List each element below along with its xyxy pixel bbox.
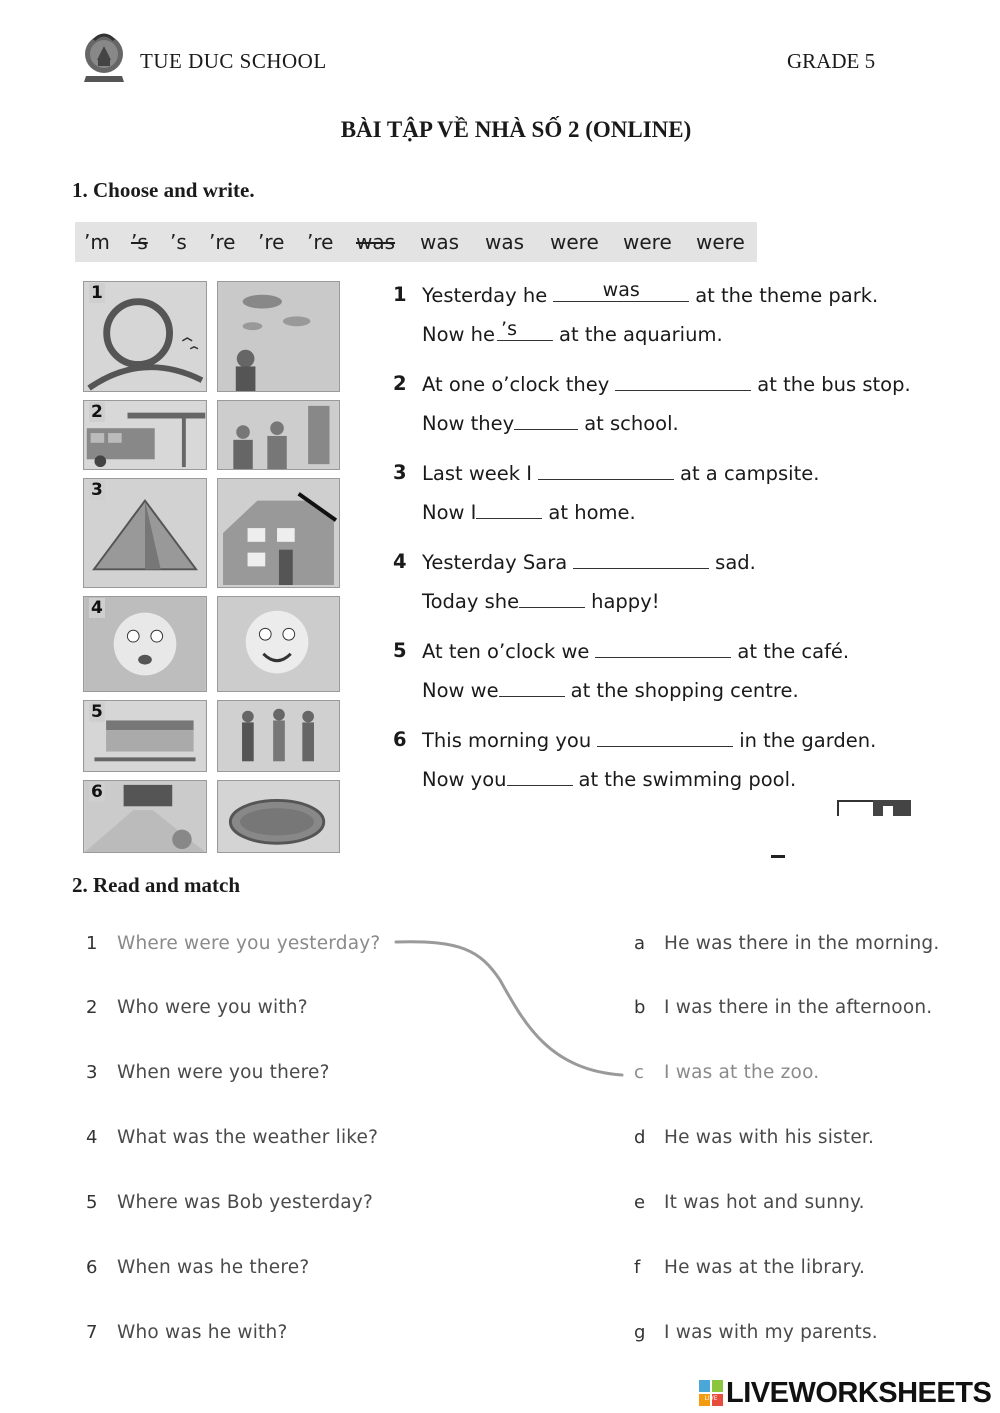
answer-letter: d <box>634 1127 646 1148</box>
answer-blank[interactable] <box>595 639 731 658</box>
question-number: 3 <box>86 1062 98 1083</box>
sentence-text: Yesterday Sara <box>422 551 568 574</box>
item-4-now <box>422 589 660 613</box>
brand-name: LIVEWORKSHEETS <box>726 1376 992 1409</box>
liveworksheets-brand <box>699 1376 991 1410</box>
item-number: 4 <box>393 550 407 573</box>
sentence-text: at school. <box>584 412 679 435</box>
word-bank-item: ’re <box>258 230 285 254</box>
sentence-text: at the aquarium. <box>559 323 723 346</box>
picture-swimming-pool <box>217 780 340 853</box>
answer-blank[interactable] <box>507 767 573 786</box>
answer-blank[interactable] <box>497 318 553 341</box>
picture-home <box>217 478 340 588</box>
picture-garden <box>83 780 207 853</box>
sentence-text: Now we <box>422 679 499 702</box>
sentence-text: at the café. <box>737 640 850 663</box>
sentence-text: sad. <box>715 551 756 574</box>
word-bank-item: ’re <box>307 230 334 254</box>
sentence-text: Now he <box>422 323 496 346</box>
sentence-text: Now I <box>422 501 477 524</box>
answer-letter: a <box>634 933 646 954</box>
picture-number: 5 <box>91 702 103 722</box>
word-bank-item: were <box>623 230 672 254</box>
item-5-past <box>422 639 849 663</box>
picture-aquarium <box>217 281 340 392</box>
answer-blank[interactable] <box>514 411 578 430</box>
sentence-text: This morning you <box>422 729 592 752</box>
filled-answer: was <box>602 279 640 301</box>
item-3-past <box>422 461 819 485</box>
picture-number: 4 <box>91 598 103 618</box>
item-5-now <box>422 678 799 702</box>
match-line-example <box>390 930 630 1080</box>
picture-theme-park <box>83 281 207 392</box>
picture-sad-girl <box>83 596 207 692</box>
answer-blank[interactable] <box>597 728 733 747</box>
item-3-now <box>422 500 636 524</box>
section1-title: 1. Choose and write. <box>72 178 255 202</box>
item-number: 6 <box>393 728 407 751</box>
question-number: 4 <box>86 1127 98 1148</box>
answer-text[interactable]: He was at the library. <box>664 1257 866 1278</box>
answer-text[interactable]: I was at the zoo. <box>664 1062 820 1083</box>
item-4-past <box>422 550 756 574</box>
picture-happy-girl <box>217 596 340 692</box>
word-bank <box>75 222 757 262</box>
picture-shopping-centre <box>217 700 340 772</box>
answer-text[interactable]: He was with his sister. <box>664 1127 875 1148</box>
answer-text[interactable]: I was with my parents. <box>664 1322 878 1343</box>
answer-letter: g <box>634 1322 646 1343</box>
sentence-text: At one o’clock they <box>422 373 610 396</box>
question-text[interactable]: Who was he with? <box>117 1322 288 1343</box>
item-1-past <box>422 279 879 307</box>
item-number: 2 <box>393 372 407 395</box>
picture-number: 3 <box>91 480 103 500</box>
question-text[interactable]: Who were you with? <box>117 997 308 1018</box>
sentence-text: Today she <box>422 590 520 613</box>
word-bank-item-used: was <box>356 230 396 254</box>
question-number: 1 <box>86 933 98 954</box>
item-number: 3 <box>393 461 407 484</box>
word-bank-item: were <box>550 230 599 254</box>
sentence-text: at the shopping centre. <box>570 679 799 702</box>
grade-label: GRADE 5 <box>787 49 876 73</box>
word-bank-item: were <box>696 230 745 254</box>
question-text[interactable]: When was he there? <box>117 1257 310 1278</box>
decorative-mark <box>837 800 911 816</box>
picture-number: 1 <box>91 283 103 303</box>
answer-blank[interactable] <box>476 500 542 519</box>
question-text[interactable]: Where was Bob yesterday? <box>117 1192 374 1213</box>
filled-answer: ’s <box>501 318 517 340</box>
word-bank-item: was <box>485 230 525 254</box>
word-bank-item: ’s <box>170 230 187 254</box>
word-bank-item: was <box>420 230 460 254</box>
word-bank-item: ’re <box>209 230 236 254</box>
answer-blank[interactable] <box>499 678 565 697</box>
sentence-text: Now they <box>422 412 515 435</box>
answer-letter: b <box>634 997 646 1018</box>
question-number: 7 <box>86 1322 98 1343</box>
answer-blank[interactable] <box>553 279 689 302</box>
word-bank-item: ’m <box>84 230 110 254</box>
word-bank-item-used: ’s <box>131 230 148 254</box>
question-text[interactable]: When were you there? <box>117 1062 330 1083</box>
sentence-text: happy! <box>591 590 660 613</box>
sentence-text: in the garden. <box>739 729 877 752</box>
answer-blank[interactable] <box>615 372 751 391</box>
answer-blank[interactable] <box>519 589 585 608</box>
decorative-dash <box>771 855 785 858</box>
item-6-now <box>422 767 796 791</box>
item-number: 5 <box>393 639 407 662</box>
question-number: 5 <box>86 1192 98 1213</box>
sentence-text: at the bus stop. <box>757 373 911 396</box>
brand-logo-text: LIVE <box>704 1395 718 1402</box>
sentence-text: Last week I <box>422 462 533 485</box>
picture-number: 2 <box>91 402 103 422</box>
answer-letter: c <box>634 1062 644 1083</box>
picture-cafe <box>83 700 207 772</box>
sentence-text: Now you <box>422 768 507 791</box>
sentence-text: at the theme park. <box>695 284 879 307</box>
question-text[interactable]: Where were you yesterday? <box>117 933 381 954</box>
item-number: 1 <box>393 283 407 306</box>
question-number: 2 <box>86 997 98 1018</box>
sentence-text: Yesterday he <box>422 284 548 307</box>
answer-blank[interactable] <box>538 461 674 480</box>
picture-school <box>217 400 340 470</box>
picture-campsite <box>83 478 207 588</box>
picture-number: 6 <box>91 782 103 802</box>
item-2-past <box>422 372 911 396</box>
item-2-now <box>422 411 679 435</box>
answer-blank[interactable] <box>573 550 709 569</box>
liveworksheets-logo-icon <box>699 1380 723 1406</box>
item-1-now <box>422 318 723 346</box>
school-name: TUE DUC SCHOOL <box>140 49 327 73</box>
sentence-text: at a campsite. <box>680 462 820 485</box>
answer-text[interactable]: He was there in the morning. <box>664 933 940 954</box>
sentence-text: At ten o’clock we <box>422 640 590 663</box>
answer-letter: e <box>634 1192 646 1213</box>
item-6-past <box>422 728 876 752</box>
school-logo <box>80 30 128 84</box>
question-text[interactable]: What was the weather like? <box>117 1127 379 1148</box>
sentence-text: at the swimming pool. <box>578 768 797 791</box>
answer-text[interactable]: I was there in the afternoon. <box>664 997 933 1018</box>
question-number: 6 <box>86 1257 98 1278</box>
sentence-text: at home. <box>548 501 636 524</box>
worksheet-title: BÀI TẬP VỀ NHÀ SỐ 2 (ONLINE) <box>340 117 692 142</box>
section2-title: 2. Read and match <box>72 873 241 897</box>
picture-bus-stop <box>83 400 207 470</box>
answer-text[interactable]: It was hot and sunny. <box>664 1192 865 1213</box>
answer-letter: f <box>634 1257 641 1278</box>
